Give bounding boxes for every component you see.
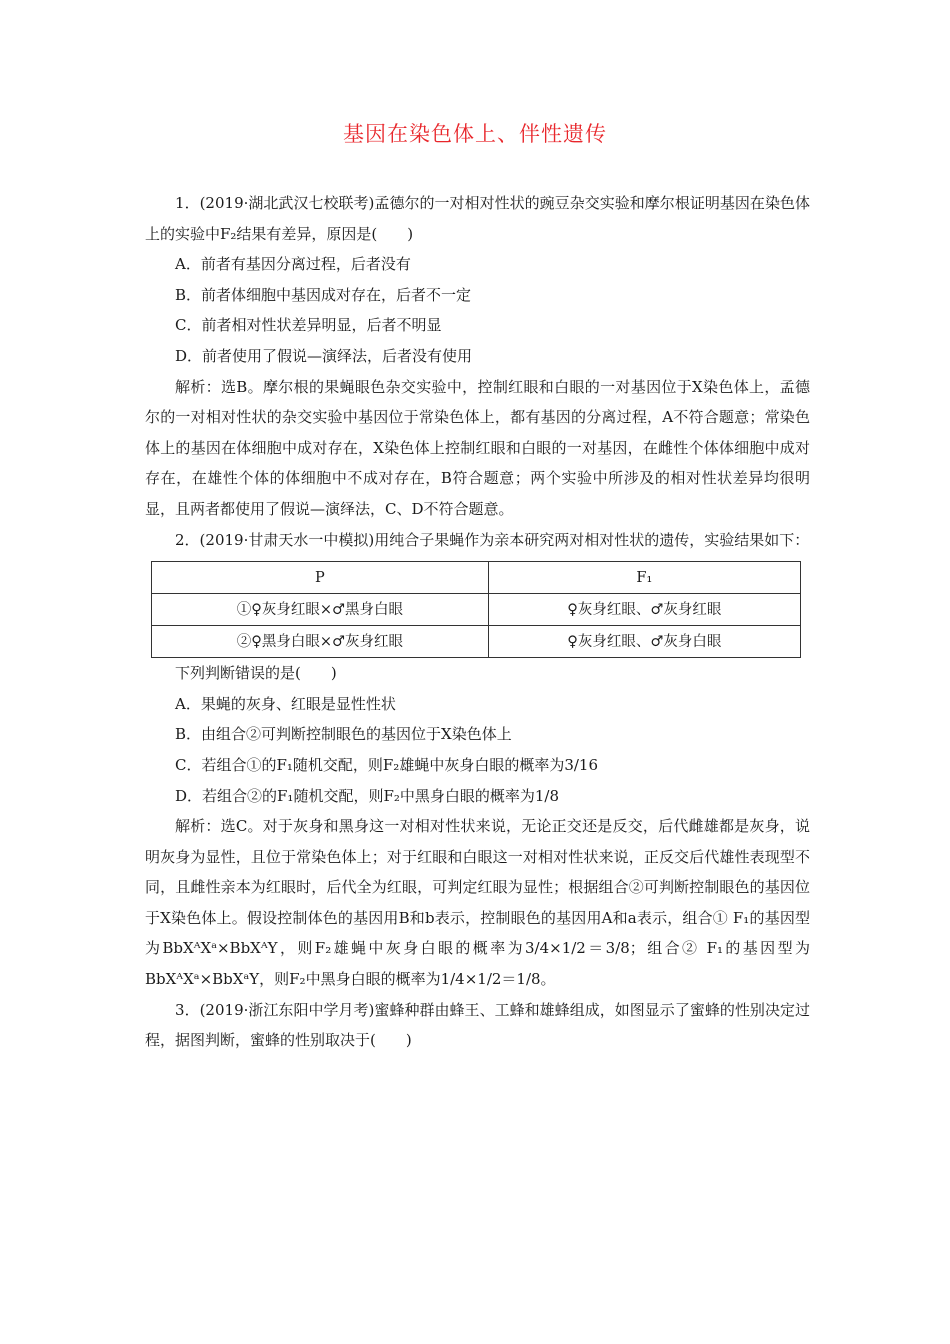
table-header-cell: P [152,562,489,594]
question-3 [145,995,810,1056]
table-cell: ♀灰身红眼、♂灰身红眼 [488,594,800,626]
question-stem: 2．(2019·甘肃天水一中模拟)用纯合子果蝇作为亲本研究两对相对性状的遗传，实验结果如下： [175,530,810,549]
page-title: 基因在染色体上、伴性遗传 [343,122,607,146]
option-b: B．前者体细胞中基因成对存在，后者不一定 [175,285,472,304]
option-c: C．若组合①的F₁随机交配，则F₂雄蝇中灰身白眼的概率为3/16 [175,755,599,774]
table-cell: ①♀灰身红眼×♂黑身白眼 [152,594,489,626]
table-row [152,626,801,658]
option-d: D．若组合②的F₁随机交配，则F₂中黑身白眼的概率为1/8 [175,786,560,805]
table-header-cell: F₁ [488,562,800,594]
document-body [145,188,810,1056]
table-header-row [152,562,801,594]
option-b: B．由组合②可判断控制眼色的基因位于X染色体上 [175,725,512,744]
experiment-table [151,561,801,658]
analysis: 解析：选C。对于灰身和黑身这一对相对性状来说，无论正交还是反交，后代雌雄都是灰身，说明灰身为显性，且位于常染色体上；对于红眼和白眼这一对相对性状来说，正反交后代雄性表现型不同，且雌性亲本为红眼时，后代全为红眼，可判定红眼为显性；根据组合②可判断控制眼色的基因位于X染色体上。假设控制体色的基因用B和b表示，控制眼色的基因用A和a表示，组合① F₁的基因型为BbXᴬXᵃ×BbXᴬY，则F₂雄蝇中灰身白眼的概率为3/4×1/2＝3/8；组合② F₁的基因型为BbXᴬXᵃ×BbXᵃY，则F₂中黑身白眼的概率为1/4×1/2＝1/8。 [145,817,810,989]
question-2 [145,525,810,995]
question-stem: 1．(2019·湖北武汉七校联考)孟德尔的一对相对性状的豌豆杂交实验和摩尔根证明基因在染色体上的实验中F₂结果有差异，原因是( ) [145,194,810,243]
option-a: A．果蝇的灰身、红眼是显性性状 [175,694,396,713]
table-cell: ♀灰身红眼、♂灰身白眼 [488,626,800,658]
option-a: A．前者有基因分离过程，后者没有 [175,255,411,274]
option-d: D．前者使用了假说—演绎法，后者没有使用 [175,346,473,365]
option-c: C．前者相对性状差异明显，后者不明显 [175,316,442,335]
question-prompt: 下列判断错误的是( ) [175,664,337,683]
analysis: 解析：选B。摩尔根的果蝇眼色杂交实验中，控制红眼和白眼的一对基因位于X染色体上，孟德尔的一对相对性状的杂交实验中基因位于常染色体上，都有基因的分离过程，A不符合题意；常染色体上的基因在体细胞中成对存在，X染色体上控制红眼和白眼的一对基因，在雌性个体体细胞中成对存在，在雄性个体的体细胞中不成对存在，B符合题意；两个实验中所涉及的相对性状差异均很明显，且两者都使用了假说—演绎法，C、D不符合题意。 [145,377,810,518]
table-row [152,594,801,626]
table-cell: ②♀黑身白眼×♂灰身红眼 [152,626,489,658]
question-stem: 3．(2019·浙江东阳中学月考)蜜蜂种群由蜂王、工蜂和雄蜂组成，如图显示了蜜蜂的性别决定过程，据图判断，蜜蜂的性别取决于( ) [145,1000,810,1050]
question-1 [145,188,810,525]
